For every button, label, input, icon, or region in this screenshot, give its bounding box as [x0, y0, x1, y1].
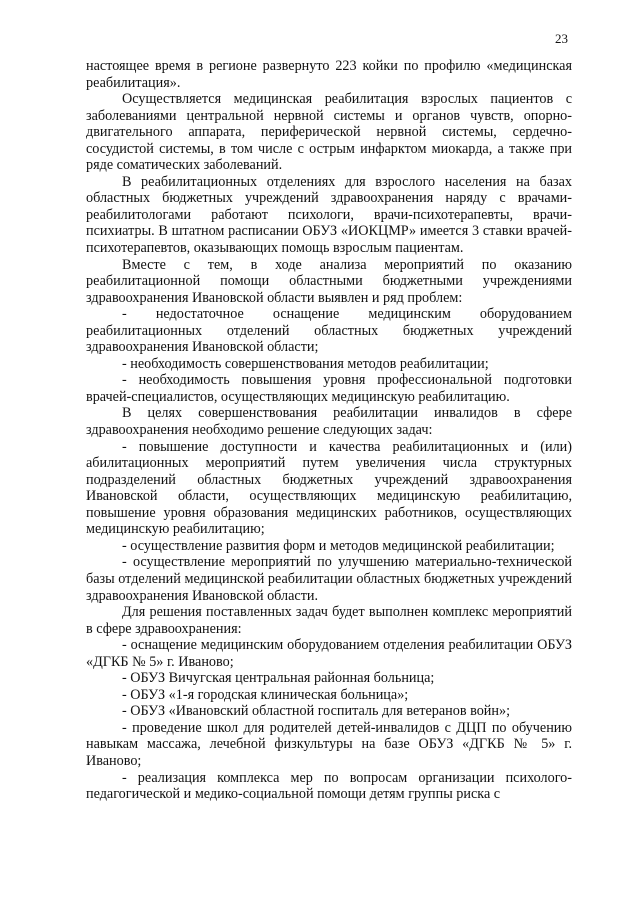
paragraph: В реабилитационных отделениях для взрослого населения на базах областных бюджетных учреждений здравоохранения наряду с врачами-реабилитологами работают психологи, врачи-психотерапевты, врачи-психиатры. В штатном расписании ОБУЗ «ИОКЦМР» имеется 3 ставки врачей-психотерапевтов, оказывающих помощь взрослым пациентам.: [86, 173, 572, 257]
paragraph: Вместе с тем, в ходе анализа мероприятий по оказанию реабилитационной помощи областными бюджетными учреждениями здравоохранения Ивановской области выявлен и ряд проблем:: [86, 256, 572, 306]
paragraph: В целях совершенствования реабилитации инвалидов в сфере здравоохранения необходимо решение следующих задач:: [86, 405, 572, 439]
paragraph: Для решения поставленных задач будет выполнен комплекс мероприятий в сфере здравоохранения:: [86, 604, 572, 637]
paragraph: настоящее время в регионе развернуто 223 койки по профилю «медицинская реабилитация».: [86, 58, 572, 91]
paragraph: - проведение школ для родителей детей-инвалидов с ДЦП по обучению навыкам массажа, лечебной физкультуры на базе ОБУЗ «ДГКБ № 5» г. Иваново;: [86, 719, 572, 769]
paragraph: - реализация комплекса мер по вопросам организации психолого-педагогической и медико-социальной помощи детям группы риска с: [86, 769, 572, 803]
paragraph: - ОБУЗ Вичугская центральная районная больница;: [122, 670, 435, 687]
paragraph: - необходимость повышения уровня профессиональной подготовки врачей-специалистов, осуществляющих медицинскую реабилитацию.: [86, 372, 572, 405]
paragraph: - ОБУЗ «Ивановский областной госпиталь для ветеранов войн»;: [122, 703, 511, 720]
paragraph: Осуществляется медицинская реабилитация взрослых пациентов с заболеваниями центральной нервной системы и органов чувств, опорно-двигательного аппарата, периферической нервной системы, сердечно-сосудистой системы, в том числе с острым инфарктом миокарда, а также при ряде соматических заболеваний.: [86, 91, 572, 174]
document-body: [86, 58, 572, 803]
paragraph: - необходимость совершенствования методов реабилитации;: [122, 355, 489, 372]
paragraph: - ОБУЗ «1-я городская клиническая больница»;: [122, 686, 409, 703]
paragraph: - недостаточное оснащение медицинским оборудованием реабилитационных отделений областных бюджетных учреждений здравоохранения Ивановской области;: [86, 306, 572, 356]
paragraph: - повышение доступности и качества реабилитационных и (или) абилитационных мероприятий путем увеличения числа структурных подразделений областных бюджетных учреждений здравоохранения Ивановской области, осуществляющих медицинскую реабилитацию, повышение уровня образования медицинских работников, осуществляющих медицинскую реабилитацию;: [86, 438, 572, 538]
page-number: 23: [555, 31, 568, 46]
paragraph: - осуществление мероприятий по улучшению материально-технической базы отделений медицинской реабилитации областных бюджетных учреждений здравоохранения Ивановской области.: [86, 554, 572, 604]
paragraph: - осуществление развития форм и методов медицинской реабилитации;: [122, 537, 555, 554]
paragraph: - оснащение медицинским оборудованием отделения реабилитации ОБУЗ «ДГКБ № 5» г. Иваново;: [86, 637, 572, 670]
